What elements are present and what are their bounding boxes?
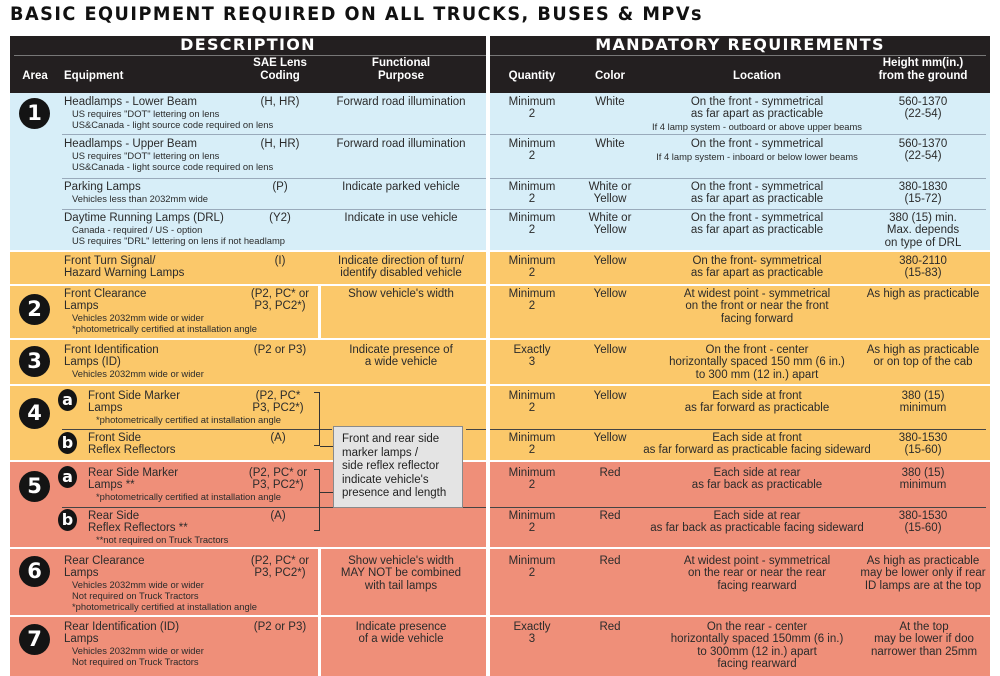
height-line: or on top of the cab [873,356,973,369]
equipment-line: Front Clearance [64,288,147,300]
sub-badge-a: a [58,389,77,411]
equipment-line: Lamps [64,567,99,580]
header-height-line1: Height mm(in.) [882,57,964,69]
code-line: (P2, PC* [255,390,301,402]
height-line: (15-60) [904,522,942,535]
equipment-name [64,555,145,580]
height-line: 380-2110 [899,255,947,267]
lamp-color: Red [599,621,621,633]
quantity-line: Minimum [508,510,556,522]
header-sae-line1: SAE Lens [253,57,307,69]
equipment-note: Vehicles 2032mm wide or wider [72,579,204,590]
purpose-line: of a wide vehicle [358,633,444,646]
quantity-value: 2 [528,567,536,580]
height-line: 380 (15) [901,390,945,402]
code-line: P3, PC2*) [254,300,306,313]
location-line: On the front - center [705,344,809,356]
equipment-name [64,255,184,280]
sub-badge-a: a [58,466,77,488]
header-sae [232,57,328,83]
quantity-value: 2 [528,300,536,313]
callout-line: presence and length [342,487,447,499]
quantity-line: Minimum [508,555,556,567]
location-line: as far back as practicable facing sideward [650,522,864,535]
height-line: As high as practicable [866,555,980,567]
mounting-height [864,510,982,535]
location [630,510,884,535]
equipment-line: Rear Side Marker [88,467,179,479]
equipment-line: Front Side [88,432,142,444]
row-separator [466,429,986,430]
quantity [494,344,570,369]
equipment-line: Front Turn Signal/ [64,255,156,267]
equipment-line: Reflex Reflectors ** [88,522,188,535]
lamp-color: Red [599,510,621,522]
height-line: may be lower if doo [874,633,974,646]
equipment-note: **not required on Truck Tractors [96,534,229,545]
location-line: Each side at rear [713,510,801,522]
quantity-line: Exactly [513,344,551,356]
purpose-line: identify disabled vehicle [340,267,462,280]
mounting-height: As high as practicable [866,288,980,300]
equipment-note: Vehicles 2032mm wide or wider [72,368,204,379]
equipment-line: Lamps ** [88,479,135,492]
equipment-name [88,467,178,492]
column-divider [318,286,321,338]
quantity-line: Minimum [508,390,556,402]
area-badge-2: 2 [19,294,50,325]
functional-purpose: Forward road illumination [336,96,466,108]
location-line: Each side at front [712,390,802,402]
location-line: to 300 mm (12 in.) apart [695,368,819,381]
purpose-line: Show vehicle's width [348,555,454,567]
location-line: On the front - symmetrical [690,181,824,193]
location [630,432,884,457]
column-divider [318,549,321,676]
quantity-value: 2 [528,150,536,163]
location [650,344,864,381]
equipment-note: Vehicles 2032mm wide or wider [72,312,204,323]
sae-code: (I) [274,255,286,267]
location [650,467,864,492]
mounting-height [864,432,982,457]
code-line: (P2, PC* or [248,467,308,479]
mounting-height [864,138,982,163]
location-line: as far back as practicable [691,479,823,492]
location [650,390,864,415]
location-line: On the front - symmetrical [690,212,824,224]
location-note: If 4 lamp system - outboard or above upper beams [651,120,862,132]
sae-code: (A) [270,432,286,444]
equipment-name [64,621,179,646]
location [650,288,864,325]
connector-line [320,492,333,493]
lamp-color: Yellow [593,255,627,267]
height-line: (15-83) [904,267,942,280]
callout-line: indicate vehicle's [342,473,429,486]
location-line: horizontally spaced 150 mm (6 in.) [669,356,845,369]
mounting-height [862,621,986,658]
equipment-line: Lamps [88,402,123,415]
color-line: Yellow [593,193,627,206]
lamp-color: Red [599,467,621,479]
color-line: Yellow [593,224,627,237]
equipment-line: Rear Side [88,510,140,522]
height-line: 380-1530 [898,432,948,444]
sub-badge-b: b [58,509,77,531]
quantity [494,288,570,313]
quantity-line: Exactly [513,621,551,633]
equipment-line: Lamps [64,300,99,313]
purpose-line: Indicate direction of turn/ [338,255,464,267]
location [650,212,864,237]
row-separator [62,134,986,135]
header-functional-line1: Functional [371,57,431,69]
functional-purpose [326,344,476,369]
location-line: At widest point - symmetrical [683,555,831,567]
purpose-line: Indicate presence [355,621,447,633]
location [650,96,864,132]
quantity [494,138,570,163]
location-line: horizontally spaced 150mm (6 in.) [670,633,844,646]
height-line: 560-1370 [898,138,948,150]
equipment-note: Vehicles 2032mm wide or wider [72,645,204,656]
location-line: as far apart as practicable [690,193,824,206]
location-line: on the rear or near the rear [687,567,827,580]
functional-purpose: Show vehicle's width [348,288,454,300]
equipment-note: US requires "DRL" lettering on lens if not headlamp [72,235,286,246]
quantity [494,212,570,237]
equipment-name: Parking Lamps [64,181,141,193]
location-line: on the front or near the front [685,300,829,313]
equipment-name: Headlamps - Upper Beam [64,138,197,150]
sub-badge-b: b [58,432,77,454]
equipment-name [88,390,180,415]
lamp-color: Yellow [593,344,627,356]
quantity-line: Minimum [508,255,556,267]
mounting-height [864,181,982,206]
functional-purpose: Indicate in use vehicle [344,212,458,224]
location-line: On the front - symmetrical [690,96,824,108]
sae-code [240,467,316,492]
height-line: narrower than 25mm [870,645,978,658]
equipment-line: Hazard Warning Lamps [64,267,185,280]
header-height [864,57,982,83]
height-line: 380 (15) min. [889,212,957,224]
quantity-line: Minimum [508,467,556,479]
quantity-value: 2 [528,224,536,237]
equipment-name [88,510,188,535]
equipment-name [64,344,159,369]
height-line: As high as practicable [866,344,980,356]
location-line: as far apart as practicable [690,267,824,280]
equipment-note: *photometrically certified at installation angle [96,491,281,502]
equipment-note: Canada - required / US - option [72,224,203,235]
header-sae-line2: Coding [260,70,300,82]
quantity-value: 2 [528,522,536,535]
height-line: At the top [899,621,949,633]
quantity-value: 2 [528,444,536,457]
location-line: to 300mm (12 in.) apart [697,645,817,658]
location [650,621,864,670]
sae-code: (H, HR) [260,138,300,150]
location [650,255,864,280]
lamp-color [572,181,648,206]
location [650,138,864,163]
functional-purpose [326,255,476,280]
quantity-line: Minimum [508,96,556,108]
header-height-line2: from the ground [878,70,968,82]
height-line: 560-1370 [898,96,948,108]
location-note: If 4 lamp system - inboard or below lower beams [656,151,858,163]
equipment-line: Reflex Reflectors [88,444,176,457]
quantity-value: 2 [528,267,536,280]
quantity-value: 2 [528,479,536,492]
quantity-value: 2 [528,402,536,415]
quantity-value: 2 [528,193,536,206]
area-badge-4: 4 [19,398,50,429]
lamp-color: White [595,96,625,108]
header-mandatory: MANDATORY REQUIREMENTS [595,35,885,54]
area-badge-1: 1 [19,98,50,129]
quantity-line: Minimum [508,288,556,300]
quantity-line: Minimum [508,181,556,193]
mounting-height [864,212,982,249]
lamp-color: Yellow [593,288,627,300]
sae-code [242,555,318,580]
area-badge-3: 3 [19,346,50,377]
header-area: Area [22,70,48,82]
header-description: DESCRIPTION [180,35,316,54]
header-location: Location [733,70,781,82]
row-separator [62,429,332,430]
header-functional [326,57,476,83]
header-divider [14,55,986,56]
quantity-line: Minimum [508,212,556,224]
location-line: On the rear - center [706,621,808,633]
purpose-line: MAY NOT be combined [340,567,462,580]
equipment-note: US&Canada - light source code required on lens [72,161,274,172]
location-line: At widest point - symmetrical [683,288,831,300]
quantity-value: 2 [528,108,536,121]
code-line: (P2, PC* or [250,555,310,567]
functional-purpose: Forward road illumination [336,138,466,150]
equipment-note: *photometrically certified at installation angle [72,601,257,612]
callout-line: marker lamps / [342,446,419,459]
mounting-height [864,390,982,415]
quantity [494,432,570,457]
color-line: White or [588,212,632,224]
bracket [314,469,320,531]
area-badge-7: 7 [19,624,50,655]
mounting-height [864,255,982,280]
quantity [494,181,570,206]
quantity-line: Minimum [508,432,556,444]
quantity-value: 3 [528,633,536,646]
equipment-line: Lamps (ID) [64,356,121,369]
header-quantity: Quantity [508,70,556,82]
quantity [494,96,570,121]
height-line: (15-72) [904,193,942,206]
equipment-name: Headlamps - Lower Beam [64,96,197,108]
location-line: as far forward as practicable [684,402,830,415]
bracket [314,392,320,446]
quantity [494,555,570,580]
code-line: P3, PC2*) [252,402,304,415]
location-line: Each side at front [712,432,802,444]
area-badge-6: 6 [19,556,50,587]
equipment-line: Rear Identification (ID) [64,621,180,633]
purpose-line: Indicate presence of [349,344,453,356]
equipment-note: Vehicles less than 2032mm wide [72,193,209,204]
page-title: BASIC EQUIPMENT REQUIRED ON ALL TRUCKS, BUSES & MPVs [10,3,704,25]
equipment-line: Lamps [64,633,99,646]
code-line: P3, PC2*) [254,567,306,580]
equipment-note: US&Canada - light source code required on lens [72,119,274,130]
sae-code: (P2 or P3) [253,344,307,356]
functional-purpose [326,555,476,592]
lamp-color: Yellow [593,390,627,402]
color-line: White or [588,181,632,193]
height-line: minimum [899,479,947,492]
functional-purpose: Indicate parked vehicle [342,181,460,193]
sae-code: (A) [270,510,286,522]
purpose-line: with tail lamps [364,579,438,592]
mounting-height [860,555,986,592]
side-marker-callout [333,426,463,508]
purpose-line: a wide vehicle [364,356,438,369]
location-line: facing forward [720,312,794,325]
callout-line: side reflex reflector [342,460,440,472]
equipment-line: Rear Clearance [64,555,145,567]
location-line: On the front - symmetrical [690,138,824,150]
height-line: 380-1830 [898,181,948,193]
equipment-note: Not required on Truck Tractors [72,656,199,667]
quantity [494,390,570,415]
location-line: Each side at rear [713,467,801,479]
height-line: on type of DRL [884,236,962,249]
sae-code: (H, HR) [260,96,300,108]
height-line: 380-1530 [898,510,948,522]
height-line: may be lower only if rear [860,567,986,580]
code-line: P3, PC2*) [252,479,304,492]
header-functional-line2: Purpose [377,70,424,82]
equipment-note: US requires "DOT" lettering on lens [72,108,220,119]
mounting-height [860,344,986,369]
sae-code: (P2 or P3) [253,621,307,633]
sae-code [242,288,318,313]
location [650,181,864,206]
quantity-line: Minimum [508,138,556,150]
sae-code: (P) [272,181,288,193]
connector-line [320,446,333,447]
lamp-color [572,212,648,237]
code-line: (P2, PC* or [250,288,310,300]
equipment-name [88,432,176,457]
height-line: (22-54) [904,108,942,121]
quantity [494,467,570,492]
area-badge-5: 5 [19,471,50,502]
height-line: (15-60) [904,444,942,457]
quantity-value: 3 [528,356,536,369]
equipment-note: *photometrically certified at installation angle [96,414,281,425]
callout-line: Front and rear side [342,433,440,445]
equipment-line: Front Side Marker [88,390,181,402]
location-line: as far apart as practicable [690,108,824,121]
location-line: as far apart as practicable [690,224,824,237]
height-line: 380 (15) [901,467,945,479]
location-line: facing rearward [717,579,797,592]
functional-purpose [326,621,476,646]
quantity [494,510,570,535]
height-line: ID lamps are at the top [864,579,982,592]
sae-code [240,390,316,415]
location-line: as far forward as practicable facing sideward [643,444,871,457]
sae-code: (Y2) [269,212,291,224]
quantity [494,255,570,280]
location [650,555,864,592]
mounting-height [864,467,982,492]
row-separator [62,178,986,179]
equipment-name [64,288,146,313]
header-color: Color [594,70,626,82]
row-separator [62,507,986,508]
equipment-note: *photometrically certified at installation angle [72,323,257,334]
header-equipment: Equipment [64,70,124,82]
location-line: On the front- symmetrical [692,255,822,267]
lamp-color: Red [599,555,621,567]
mounting-height [864,96,982,121]
equipment-name: Daytime Running Lamps (DRL) [64,212,224,224]
lamp-color: Yellow [593,432,627,444]
location-line: facing rearward [717,657,797,670]
equipment-note: Not required on Truck Tractors [72,590,199,601]
equipment-note: US requires "DOT" lettering on lens [72,150,220,161]
equipment-line: Front Identification [64,344,159,356]
height-line: minimum [899,402,947,415]
lamp-color: White [595,138,625,150]
height-line: Max. depends [886,224,960,237]
height-line: (22-54) [904,150,942,163]
row-separator [62,209,986,210]
quantity [494,621,570,646]
column-divider [486,36,490,676]
